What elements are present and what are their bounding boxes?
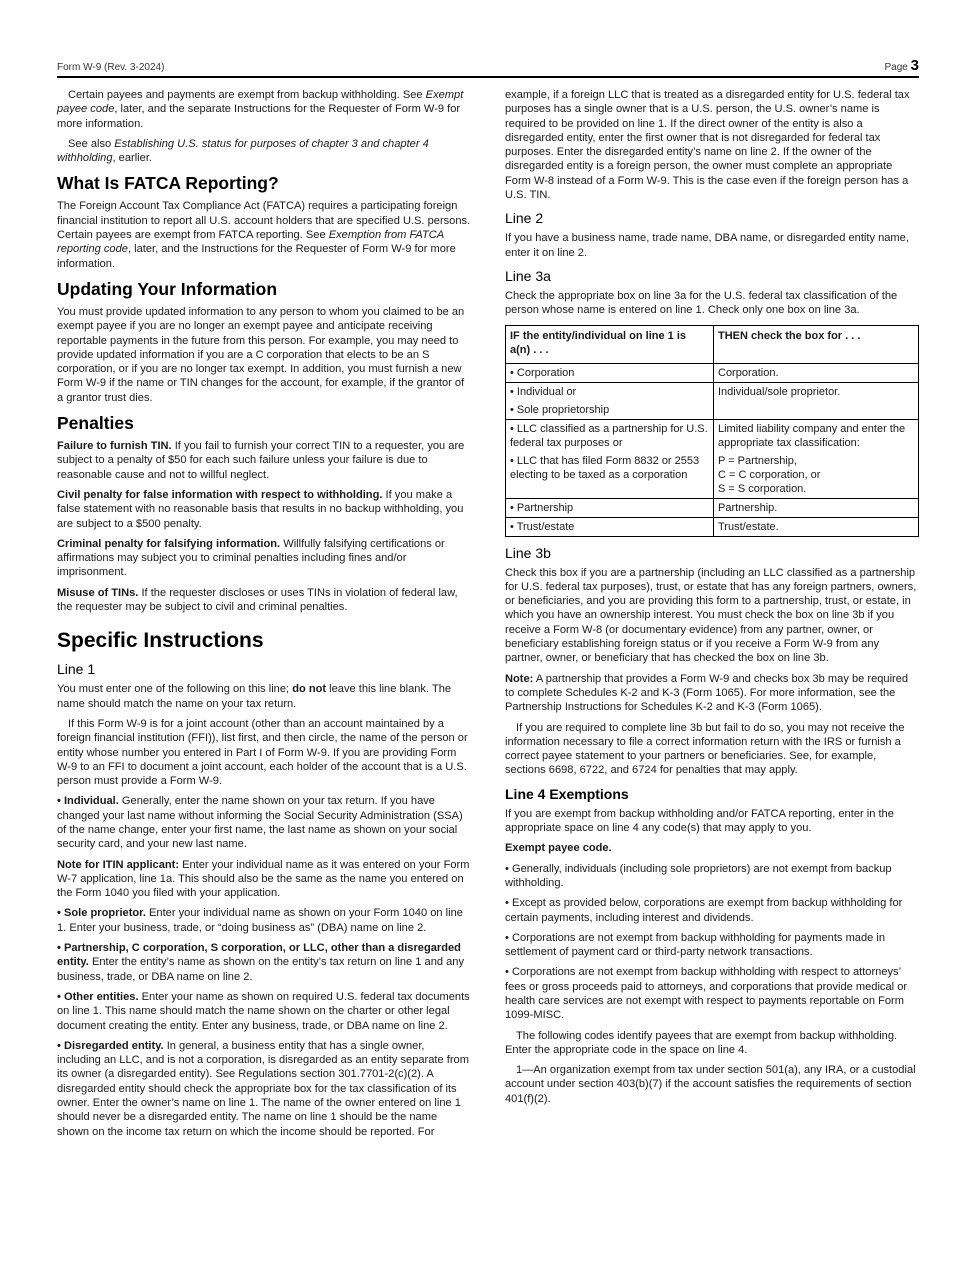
paragraph: The Foreign Account Tax Compliance Act (FATCA) requires a participating foreign financial institution to report all U.S. account holders that are specified U.S. persons. Certain payees are exempt from FATCA reporting. See Exemption from FATCA reporting code, later, and the Instructions for the Requester of Form W-9 for more information.: [57, 200, 471, 270]
cell-line: Individual/sole proprietor.: [718, 385, 841, 398]
paragraph: • Generally, individuals (including sole proprietors) are not exempt from backup withholding.: [505, 862, 892, 889]
table-row: [506, 363, 919, 382]
paragraph: • Except as provided below, corporations are exempt from backup withholding for certain payments, including interest and dividends.: [505, 897, 903, 924]
paragraph: Note for ITIN applicant: Enter your individual name as it was entered on your Form W-7 application, line 1a. This should also be the same as the name you entered on the Form 1040 you filed with your application.: [57, 858, 470, 900]
cell-line: Limited liability company and enter the appropriate tax classification:: [718, 422, 906, 449]
paragraph: • Corporations are not exempt from backup withholding for payments made in settlement of payment card or third-party network transactions.: [505, 931, 886, 959]
checkbox-cell: [714, 498, 919, 517]
heading-line-3b: Line 3b: [505, 544, 551, 561]
paragraph: • Corporations are not exempt from backup withholding with respect to attorneys’ fees or gross proceeds paid to attorneys, and corporations that provide medical or health care services are not exempt with respect to payments reportable on Form 1099-MISC.: [505, 966, 908, 1022]
paragraph: If you have a business name, trade name, DBA name, or disregarded entity name, enter it on line 2.: [505, 232, 909, 259]
entity-type-cell: [506, 517, 714, 536]
checkbox-cell: [714, 517, 919, 536]
heading-line-2: Line 2: [505, 210, 544, 227]
cell-line: • LLC classified as a partnership for U.S. federal tax purposes or: [510, 422, 708, 449]
paragraph: • Disregarded entity. In general, a business entity that has a single owner, including an LLC, and is not a corporation, is disregarded as an entity separate from its owner (a disregarded entity). See Regulations section 301.7701-2(c)(2). A disregarded entity should check the appropriate box for the tax classification of its owner. Enter the owner’s name on line 1. The name of the owner entered on line 1 should never be a disregarded entity. The name on line 1 should be the name shown on the income tax return on which the income should be reported. For: [57, 1039, 469, 1138]
paragraph: You must provide updated information to any person to whom you claimed to be an exempt payee if you are no longer an exempt payee and anticipate receiving reportable payments in the future from this person. For example, you may need to provide updated information if you are a C corporation that elects to be an S corporation, or if you are no longer tax exempt. In addition, you must furnish a new Form W-9 if the name or TIN changes for the account, for example, if the grantor of a grantor trust dies.: [57, 305, 465, 404]
paragraph: • Individual. Generally, enter the name shown on your tax return. If you have changed your last name without informing the Social Security Administration (SSA) of the name change, enter your first name, the last name as shown on your social security card, and your new last name.: [57, 795, 463, 851]
paragraph: If you are exempt from backup withholding and/or FATCA reporting, enter in the appropriate space on line 4 any code(s) that may apply to you.: [505, 807, 894, 835]
page-number-label: Page 3: [884, 57, 919, 74]
heading-line-3a: Line 3a: [505, 267, 551, 284]
cell-line: • Partnership: [510, 501, 574, 514]
cell-line: • Corporation: [510, 366, 575, 379]
checkbox-cell: [714, 382, 919, 419]
paragraph: If you are required to complete line 3b but fail to do so, you may not receive the information necessary to file a correct information return with the IRS or furnish a correct payee statement to your partners or beneficiaries. See, for example, sections 6698, 6722, and 6724 for penalties that may apply.: [505, 721, 905, 777]
heading-what-is-fatca-reporting: What Is FATCA Reporting?: [57, 173, 279, 194]
heading-specific-instructions: Specific Instructions: [57, 629, 264, 653]
paragraph: Note: A partnership that provides a Form W-9 and checks box 3b may be required to complete Schedules K-2 and K-3 (Form 1065). For more information, see the Partnership Instructions for Schedules K-2 and K-3 (Form 1065).: [505, 672, 909, 714]
paragraph: Criminal penalty for falsifying information. Willfully falsifying certifications or affirmations may subject you to criminal penalties including fines and/or imprisonment.: [57, 537, 445, 579]
paragraph: • Other entities. Enter your name as shown on required U.S. federal tax documents on line 1. This name should match the name shown on the charter or other legal document creating the entity. Enter any business, trade, or DBA name on line 2.: [57, 990, 470, 1032]
cell-line: Partnership.: [718, 501, 778, 514]
heading-line-1: Line 1: [57, 661, 96, 678]
form-label: Form W-9 (Rev. 3-2024): [57, 62, 165, 73]
paragraph: Civil penalty for false information with respect to withholding. If you make a false statement with no reasonable basis that results in no backup withholding, you are subject to a $500 penalty.: [57, 488, 464, 530]
table-header-then: THEN check the box for . . .: [714, 325, 919, 363]
heading-penalties: Penalties: [57, 413, 134, 434]
entity-type-cell: [506, 363, 714, 382]
table-row: [506, 382, 919, 419]
checkbox-cell: [714, 419, 919, 498]
table-row: [506, 517, 919, 536]
paragraph: Certain payees and payments are exempt from backup withholding. See Exempt payee code, later, and the separate Instructions for the Requester of Form W-9 for more information.: [57, 89, 464, 130]
paragraph: Check this box if you are a partnership (including an LLC classified as a partnership for U.S. federal tax purposes), trust, or estate that has any foreign partners, owners, or beneficiaries, and you are providing this form to a partnership, trust, or estate, in which you have an ownership interest. You must check the box on line 3b if you receive a Form W-8 (or documentary evidence) from any partner, owner, or beneficiary establishing foreign status or if you receive a Form W-9 from any partner, owner, or beneficiary that has checked the box on line 3b.: [505, 566, 917, 665]
cell-line: • Sole proprietorship: [510, 403, 610, 416]
paragraph: You must enter one of the following on this line; do not leave this line blank. The name should match the name on your tax return.: [57, 683, 452, 710]
paragraph: • Partnership, C corporation, S corporation, or LLC, other than a disregarded entity. Enter the entity’s name as shown on the entity’s tax return on line 1 and any business, trade, or DBA name on line 2.: [57, 942, 465, 983]
right-column-top: [505, 88, 919, 318]
cell-line: • LLC that has filed Form 8832 or 2553 electing to be taxed as a corporation: [510, 454, 700, 481]
paragraph: Check the appropriate box on line 3a for the U.S. federal tax classification of the person whose name is entered on line 1. Check only one box on line 3a.: [505, 289, 898, 317]
page-number: 3: [910, 57, 919, 74]
table-row: [506, 419, 919, 498]
paragraph: Exempt payee code.: [505, 842, 612, 855]
paragraph: See also Establishing U.S. status for purposes of chapter 3 and chapter 4 withholding, earlier.: [57, 137, 429, 165]
paragraph: • Sole proprietor. Enter your individual name as shown on your Form 1040 on line 1. Enter your business, trade, or “doing business as” (DBA) name on line 2.: [57, 907, 463, 934]
paragraph: 1—An organization exempt from tax under section 501(a), any IRA, or a custodial account under section 403(b)(7) if the account satisfies the requirements of section 401(f)(2).: [505, 1064, 916, 1105]
table-row: [506, 498, 919, 517]
cell-line: P = Partnership, C = C corporation, or S = S corporation.: [718, 454, 821, 495]
entity-type-cell: [506, 382, 714, 419]
cell-line: • Trust/estate: [510, 520, 575, 533]
paragraph: The following codes identify payees that are exempt from backup withholding. Enter the appropriate code in the space on line 4.: [505, 1029, 898, 1056]
paragraph: Failure to furnish TIN. If you fail to furnish your correct TIN to a requester, you are subject to a penalty of $50 for each such failure unless your failure is due to reasonable cause and not to willful neglect.: [57, 440, 465, 481]
table-header-row: [506, 325, 919, 363]
paragraph: example, if a foreign LLC that is treated as a disregarded entity for U.S. federal tax purposes has a single owner that is a U.S. person, the U.S. owner’s name is required to be provided on line 1. If the direct owner of the entity is also a disregarded entity, enter the first owner that is not disregarded for federal tax purposes. Enter the disregarded entity’s name on line 2. If the owner of the disregarded entity is a foreign person, the owner must complete an appropriate Form W-8 instead of a Form W-9. This is the case even if the foreign person has a U.S. TIN.: [505, 89, 910, 202]
left-column: [57, 88, 471, 1145]
right-column: [505, 88, 919, 1112]
cell-line: Trust/estate.: [718, 520, 779, 533]
cell-line: • Individual or: [510, 385, 577, 398]
paragraph: Misuse of TINs. If the requester discloses or uses TINs in violation of federal law, the requester may be subject to civil and criminal penalties.: [57, 586, 458, 614]
cell-line: Corporation.: [718, 366, 779, 379]
page-header: [57, 58, 919, 78]
classification-table: [505, 325, 919, 537]
entity-type-cell: [506, 498, 714, 517]
heading-line-4-exemptions: Line 4 Exemptions: [505, 785, 629, 802]
right-column-bottom: [505, 545, 919, 1107]
checkbox-cell: [714, 363, 919, 382]
table-header-if: IF the entity/individual on line 1 is a(n) . . .: [506, 325, 714, 363]
heading-updating-your-information: Updating Your Information: [57, 278, 278, 299]
paragraph: If this Form W-9 is for a joint account (other than an account maintained by a foreign financial institution (FFI)), list first, and then circle, the name of the person or entity whose number you entered in Part I of Form W-9. If you are providing Form W-9 to an FFI to document a joint account, each holder of the account that is a U.S. person must provide a Form W-9.: [57, 717, 468, 788]
entity-type-cell: [506, 419, 714, 498]
